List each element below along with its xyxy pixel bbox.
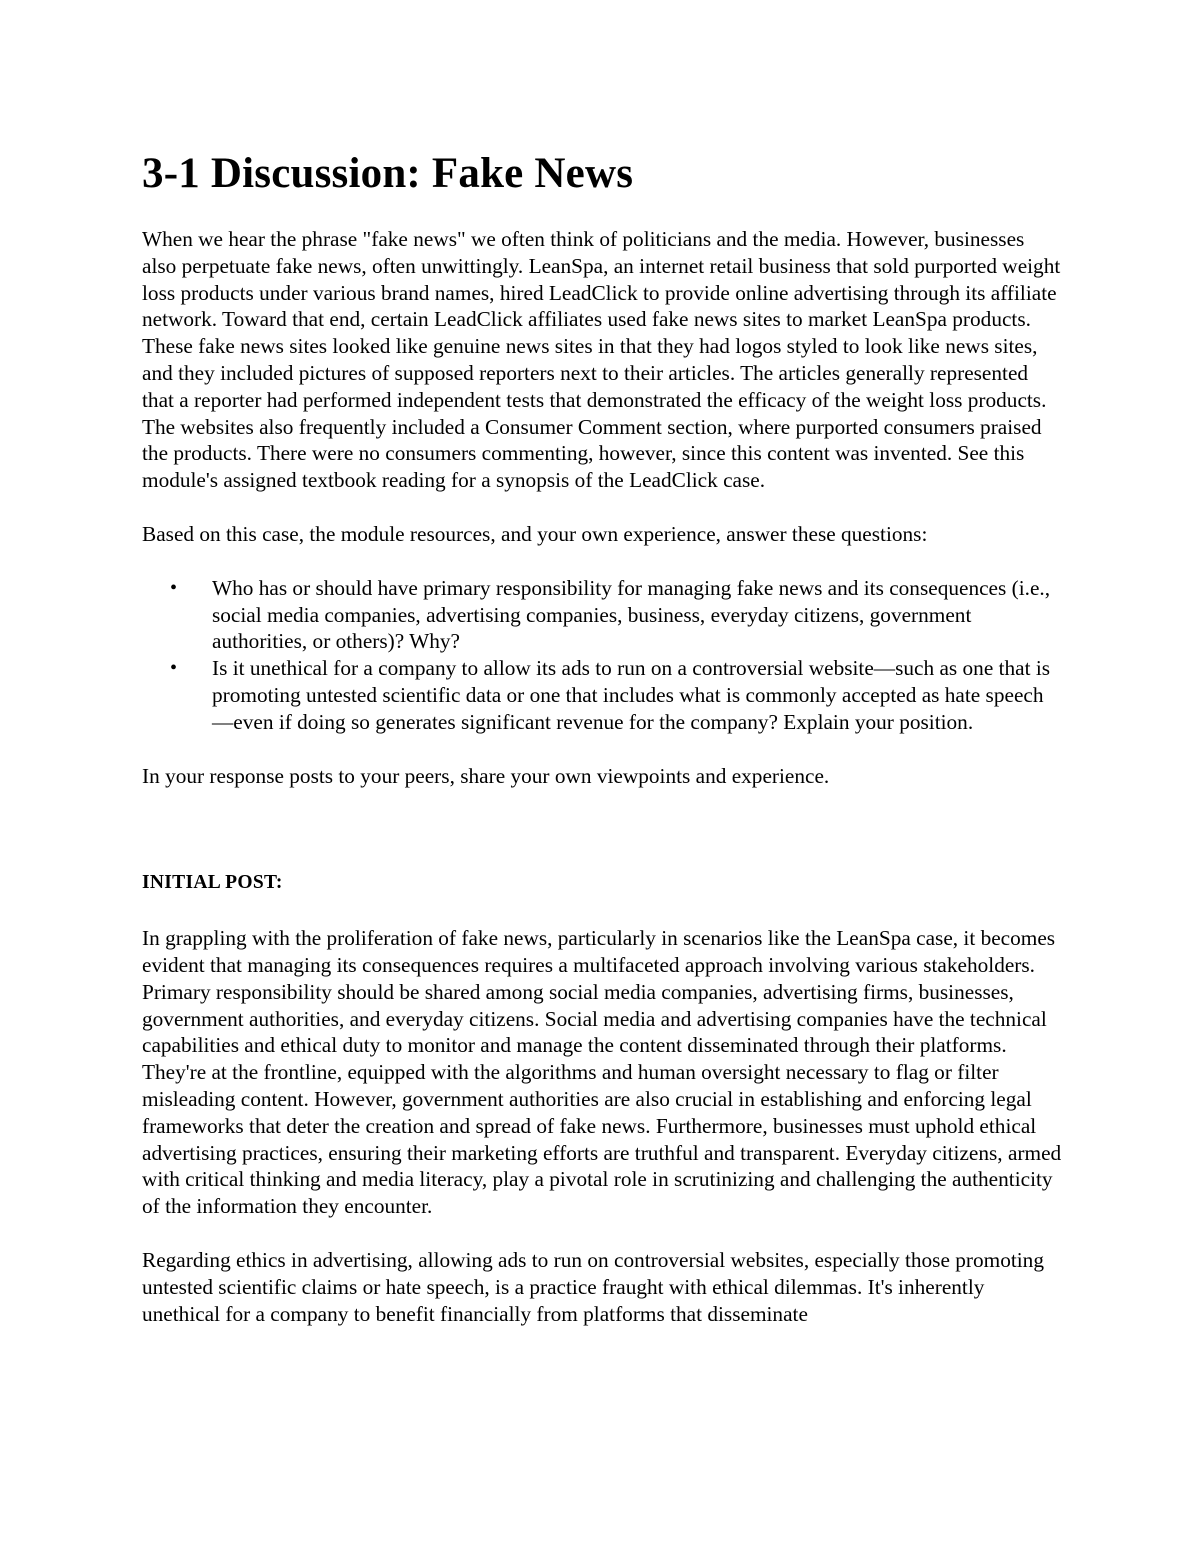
question-text: Is it unethical for a company to allow its ads to run on a controversial website—such as one that is promoting untested scientific data or one that includes what is commonly accepted as hate speech—even if doing so generates significant revenue for the company? Explain your position. [212, 656, 1051, 734]
question-text: Who has or should have primary responsibility for managing fake news and its consequences (i.e., social media companies, advertising companies, business, everyday citizens, government authorities, or others)? Why? [212, 575, 1051, 654]
initial-post-heading: INITIAL POST: [142, 872, 283, 894]
initial-post-paragraph: In grappling with the proliferation of fake news, particularly in scenarios like the LeanSpa case, it becomes evident that managing its consequences requires a multifaceted approach involving various stakeholders. Primary responsibility should be shared among social media companies, advertising firms, businesses, government authorities, and everyday citizens. Social media and advertising companies have the technical capabilities and ethical duty to monitor and manage the content disseminated through their platforms. They're at the frontline, equipped with the algorithms and human oversight necessary to flag or filter misleading content. However, government authorities are also crucial in establishing and enforcing legal frameworks that deter the creation and spread of fake news. Furthermore, businesses must uphold ethical advertising practices, ensuring their marketing efforts are truthful and transparent. Everyday citizens, armed with critical thinking and media literacy, play a pivotal role in scrutinizing and challenging the authenticity of the information they encounter. [142, 926, 1062, 1219]
document-page [142, 150, 1062, 1327]
list-item [142, 575, 1062, 655]
response-paragraph: In your response posts to your peers, share your own viewpoints and experience. [142, 763, 830, 788]
intro-paragraph: When we hear the phrase "fake news" we often think of politicians and the media. However, businesses also perpetuate fake news, often unwittingly. LeanSpa, an internet retail business that sold purported weight loss products under various brand names, hired LeadClick to provide online advertising through its affiliate network. Toward that end, certain LeadClick affiliates used fake news sites to market LeanSpa products. These fake news sites looked like genuine news sites in that they had logos styled to look like news sites, and they included pictures of supposed reporters next to their articles. The articles generally represented that a reporter had performed independent tests that demonstrated the efficacy of the weight loss products. The websites also frequently included a Consumer Comment section, where purported consumers praised the products. There were no consumers commenting, however, since this content was invented. See this module's assigned textbook reading for a synopsis of the LeadClick case. [142, 227, 1061, 493]
bullet-icon: • [170, 657, 178, 680]
list-item [142, 655, 1062, 735]
document-title: 3-1 Discussion: Fake News [142, 150, 634, 197]
bullet-icon: • [170, 576, 178, 599]
question-list [142, 575, 1062, 736]
prompt-paragraph: Based on this case, the module resources, and your own experience, answer these questions: [142, 521, 928, 546]
ethics-paragraph: Regarding ethics in advertising, allowing ads to run on controversial websites, especially those promoting untested scientific claims or hate speech, is a practice fraught with ethical dilemmas. It's inherently unethical for a company to benefit financially from platforms that disseminate [142, 1247, 1044, 1326]
